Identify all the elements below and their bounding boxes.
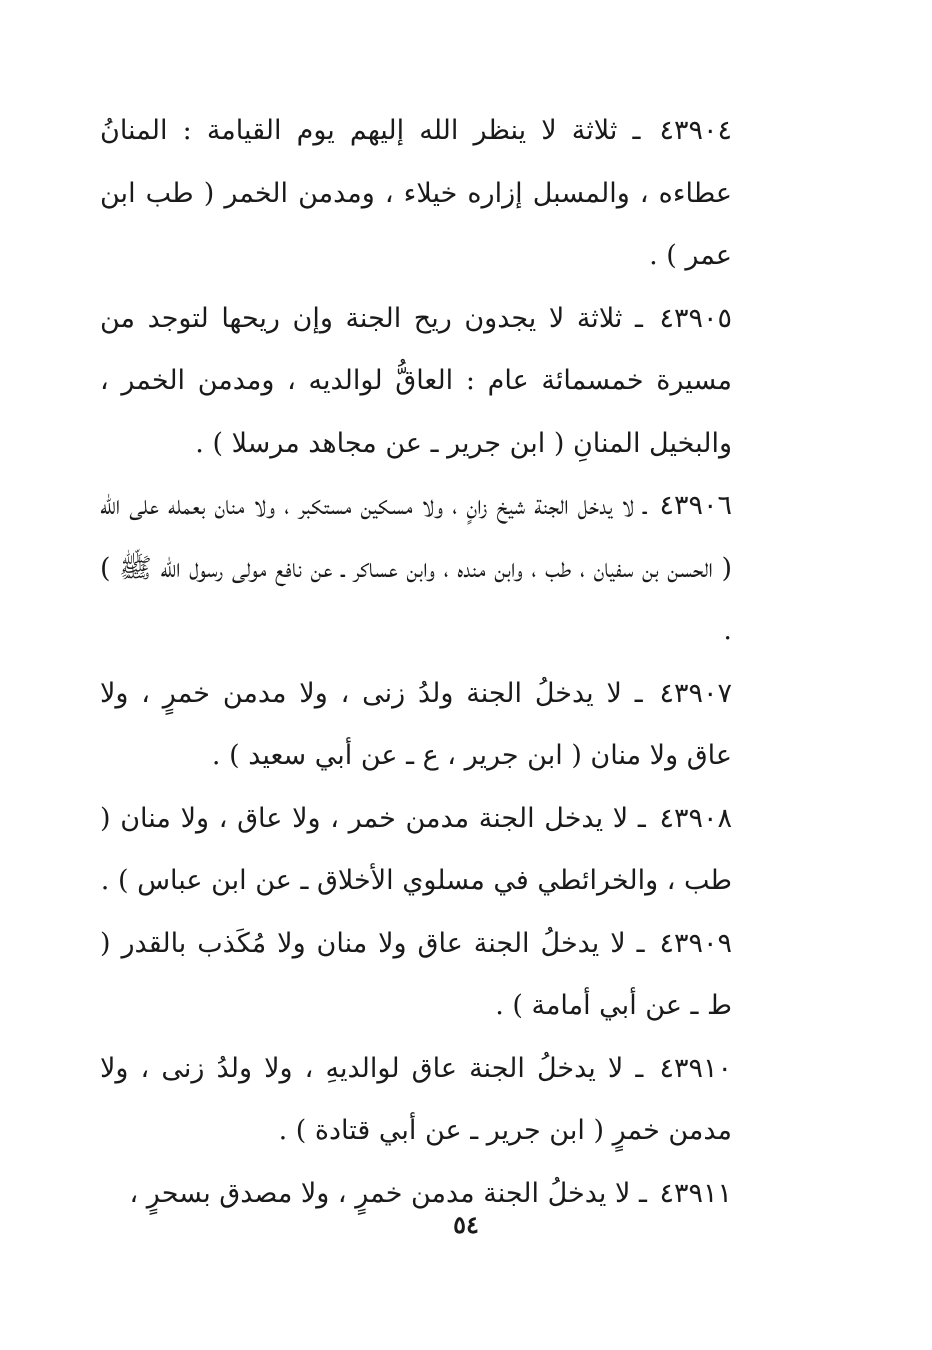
hadith-number: ٤٣٩١٠ [659, 1052, 732, 1084]
hadith-number: ٤٣٩٠٧ [659, 677, 732, 709]
hadith-number: ٤٣٩٠٥ [659, 302, 732, 334]
hadith-entry [100, 788, 732, 913]
hadith-text: ـ ثلاثة لا ينظر الله إليهم يوم القيامة : المنانُ عطاءه ، والمسبل إزاره خيلاء ، ومدمن الخمر ( طب ابن عمر ) . [100, 115, 732, 271]
hadith-entry [100, 100, 732, 288]
hadith-text: ـ لا يدخلُ الجنة ولدُ زنى ، ولا مدمن خمرٍ ، ولا عاق ولا منان ( ابن جرير ، ع ـ عن أبي سعيد ) . [100, 677, 732, 771]
hadith-text: ـ لا يدخل الجنة مدمن خمر ، ولا عاق ، ولا منان ( طب ، والخرائطي في مسلوي الأخلاق ـ عن ابن عباس ) . [100, 802, 732, 896]
hadith-entry [100, 288, 732, 476]
hadith-text-block [100, 100, 732, 1225]
hadith-text: ـ ثلاثة لا يجدون ريح الجنة وإن ريحها لتوجد من مسيرة خمسمائة عام : العاقُّ لوالديه ، ومدمن الخمر ، والبخيل المنانِ ( ابن جرير ـ عن مجاهد مرسلا ) . [100, 302, 732, 459]
hadith-number: ٤٣٩٠٤ [659, 115, 732, 146]
hadith-text: ـ لا يدخلُ الجنة عاق لوالديهِ ، ولا ولدُ زنى ، ولا مدمن خمرٍ ( ابن جرير ـ عن أبي قتادة ) . [100, 1052, 732, 1146]
page-number: ٥٤ [453, 1210, 479, 1239]
hadith-number: ٤٣٩١١ [659, 1177, 732, 1209]
hadith-text: ـ لا يدخلُ الجنة عاق ولا منان ولا مُكَذب بالقدر ( ط ـ عن أبي أمامة ) . [100, 927, 732, 1021]
hadith-entry [100, 1038, 732, 1163]
hadith-number: ٤٣٩٠٨ [659, 802, 732, 834]
hadith-entry [100, 475, 732, 663]
hadith-entry [100, 913, 732, 1038]
hadith-entry [100, 663, 732, 788]
hadith-number: ٤٣٩٠٦ [659, 490, 733, 521]
hadith-number: ٤٣٩٠٩ [659, 927, 732, 959]
hadith-text: ـ لا يدخلُ الجنة مدمن خمرٍ ، ولا مصدق بسحرٍ ، [129, 1177, 647, 1209]
hadith-text: ـ لا يدخل الجنة شيخ زانٍ ، ولا مسكين مستكبر ، ولا منان بعمله على الله ( الحسن بن سفيان ، طب ، وابن منده ، وابن عساكر ـ عن نافع مولى رسول الله ﷺ ) . [100, 490, 732, 646]
